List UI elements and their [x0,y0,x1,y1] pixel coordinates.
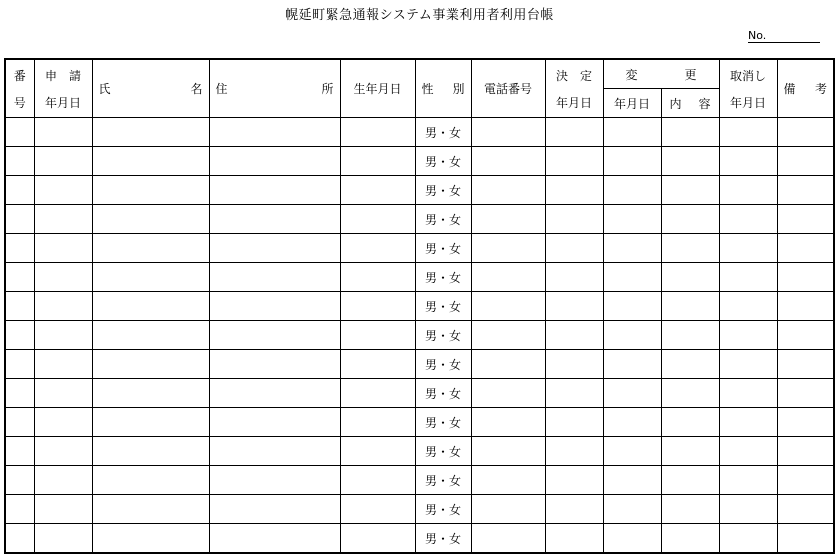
cell-birth-date [340,350,415,379]
cell-birth-date [340,234,415,263]
cell-change-date [603,524,661,554]
header-change [603,59,719,89]
cell-name [92,263,209,292]
cell-cancel-date [719,408,777,437]
cell-birth-date [340,524,415,554]
cell-name [92,292,209,321]
cell-gender: 男・女 [415,350,471,379]
cell-birth-date [340,321,415,350]
cell-name [92,379,209,408]
cell-application-date [34,408,92,437]
cell-phone [471,350,545,379]
header-cancel-date [719,59,777,118]
cell-change-date [603,321,661,350]
table-row [5,408,834,437]
header-address-left: 住 [215,82,228,96]
cell-application-date [34,524,92,554]
header-decision-date-top: 決 定 [555,68,592,83]
cell-cancel-date [719,466,777,495]
cell-phone [471,118,545,147]
cell-remarks [777,234,834,263]
table-row [5,350,834,379]
cell-remarks [777,408,834,437]
cell-birth-date [340,379,415,408]
cell-application-date [34,176,92,205]
cell-name [92,118,209,147]
cell-cancel-date [719,292,777,321]
cell-phone [471,379,545,408]
cell-decision-date [545,292,603,321]
cell-address [209,205,340,234]
cell-application-date [34,118,92,147]
cell-gender: 男・女 [415,147,471,176]
header-application-date-top: 申 請 [44,68,81,83]
cell-decision-date [545,437,603,466]
table-body [5,118,834,554]
cell-name [92,234,209,263]
cell-remarks [777,524,834,554]
cell-name [92,495,209,524]
cell-name [92,437,209,466]
cell-birth-date [340,205,415,234]
cell-cancel-date [719,321,777,350]
header-phone: 電話番号 [471,59,545,118]
cell-birth-date [340,118,415,147]
cell-phone [471,495,545,524]
cell-phone [471,524,545,554]
cell-change-date [603,495,661,524]
cell-name [92,147,209,176]
cell-remarks [777,263,834,292]
cell-decision-date [545,263,603,292]
table-row [5,118,834,147]
header-change-content-right: 容 [698,96,711,111]
cell-gender: 男・女 [415,524,471,554]
cell-number [5,292,34,321]
cell-cancel-date [719,524,777,554]
header-change-content [661,89,719,118]
header-name [92,59,209,118]
header-address [209,59,340,118]
cell-cancel-date [719,379,777,408]
cell-address [209,350,340,379]
cell-cancel-date [719,118,777,147]
cell-birth-date [340,408,415,437]
cell-number [5,321,34,350]
cell-decision-date [545,495,603,524]
cell-number [5,495,34,524]
cell-application-date [34,466,92,495]
cell-remarks [777,118,834,147]
cell-decision-date [545,524,603,554]
cell-change-date [603,118,661,147]
header-name-left: 氏 [98,82,111,96]
cell-remarks [777,205,834,234]
cell-gender: 男・女 [415,437,471,466]
cell-application-date [34,147,92,176]
header-address-right: 所 [321,82,334,96]
cell-address [209,176,340,205]
cell-address [209,379,340,408]
table-row [5,205,834,234]
cell-number [5,466,34,495]
cell-decision-date [545,205,603,234]
cell-application-date [34,321,92,350]
cell-decision-date [545,379,603,408]
cell-change-date [603,292,661,321]
cell-change-content [661,234,719,263]
cell-address [209,263,340,292]
cell-decision-date [545,176,603,205]
cell-name [92,205,209,234]
header-application-date [34,59,92,118]
cell-phone [471,321,545,350]
cell-cancel-date [719,495,777,524]
cell-birth-date [340,147,415,176]
cell-remarks [777,466,834,495]
cell-address [209,147,340,176]
cell-name [92,524,209,554]
cell-change-content [661,263,719,292]
cell-gender: 男・女 [415,495,471,524]
cell-change-date [603,205,661,234]
cell-address [209,437,340,466]
cell-gender: 男・女 [415,321,471,350]
cell-address [209,234,340,263]
cell-remarks [777,437,834,466]
cell-name [92,321,209,350]
cell-decision-date [545,118,603,147]
cell-address [209,292,340,321]
cell-cancel-date [719,350,777,379]
cell-application-date [34,205,92,234]
cell-cancel-date [719,263,777,292]
cell-gender: 男・女 [415,466,471,495]
header-number [5,59,34,118]
cell-change-content [661,118,719,147]
cell-gender: 男・女 [415,234,471,263]
cell-number [5,524,34,554]
cell-change-content [661,205,719,234]
table-row [5,292,834,321]
cell-change-date [603,350,661,379]
cell-gender: 男・女 [415,118,471,147]
cell-change-content [661,437,719,466]
cell-remarks [777,176,834,205]
cell-name [92,350,209,379]
header-cancel-date-top: 取消し [729,68,766,83]
cell-address [209,466,340,495]
header-change-left: 変 [625,67,638,82]
header-remarks [777,59,834,118]
header-gender [415,59,471,118]
cell-change-date [603,263,661,292]
table-row [5,379,834,408]
cell-change-date [603,379,661,408]
cell-address [209,495,340,524]
cell-application-date [34,379,92,408]
cell-gender: 男・女 [415,205,471,234]
cell-change-date [603,437,661,466]
cell-application-date [34,350,92,379]
cell-decision-date [545,147,603,176]
table-row [5,147,834,176]
header-remarks-left: 備 [783,82,796,96]
cell-decision-date [545,466,603,495]
cell-birth-date [340,495,415,524]
cell-number [5,408,34,437]
cell-phone [471,205,545,234]
cell-cancel-date [719,205,777,234]
cell-address [209,524,340,554]
cell-change-content [661,350,719,379]
cell-gender: 男・女 [415,176,471,205]
table-row [5,437,834,466]
header-gender-right: 別 [452,82,465,96]
cell-address [209,118,340,147]
cell-decision-date [545,350,603,379]
cell-decision-date [545,234,603,263]
cell-number [5,147,34,176]
cell-change-content [661,292,719,321]
cell-cancel-date [719,147,777,176]
cell-change-content [661,379,719,408]
cell-decision-date [545,408,603,437]
cell-address [209,321,340,350]
header-decision-date [545,59,603,118]
cell-phone [471,147,545,176]
header-decision-date-bottom: 年月日 [555,95,592,110]
cell-change-date [603,408,661,437]
cell-number [5,234,34,263]
cell-application-date [34,495,92,524]
cell-number [5,350,34,379]
cell-name [92,466,209,495]
cell-name [92,408,209,437]
cell-application-date [34,292,92,321]
cell-phone [471,466,545,495]
cell-change-content [661,408,719,437]
header-cancel-date-bottom: 年月日 [729,95,766,110]
cell-birth-date [340,263,415,292]
cell-application-date [34,234,92,263]
cell-number [5,437,34,466]
cell-cancel-date [719,176,777,205]
table-row [5,524,834,554]
cell-remarks [777,495,834,524]
header-change-right: 更 [684,67,697,82]
table-header [5,59,834,118]
cell-birth-date [340,292,415,321]
cell-decision-date [545,321,603,350]
header-change-content-left: 内 [669,96,682,111]
table-row [5,466,834,495]
cell-change-content [661,176,719,205]
header-name-right: 名 [190,82,203,96]
document-title: 幌延町緊急通報システム事業利用者利用台帳 [285,8,554,23]
document-number-field: No. [748,29,820,43]
cell-number [5,118,34,147]
cell-change-content [661,321,719,350]
cell-application-date [34,437,92,466]
table-row [5,176,834,205]
header-change-date: 年月日 [603,89,661,118]
table-row [5,495,834,524]
cell-remarks [777,379,834,408]
header-number-top: 番 [13,68,26,83]
table-row [5,321,834,350]
cell-gender: 男・女 [415,379,471,408]
cell-remarks [777,321,834,350]
cell-remarks [777,292,834,321]
cell-remarks [777,350,834,379]
header-number-bottom: 号 [13,95,26,110]
cell-remarks [777,147,834,176]
cell-change-content [661,466,719,495]
header-remarks-right: 考 [814,82,827,96]
cell-number [5,205,34,234]
cell-phone [471,263,545,292]
cell-phone [471,292,545,321]
cell-change-content [661,147,719,176]
cell-change-content [661,524,719,554]
cell-number [5,263,34,292]
header-application-date-bottom: 年月日 [44,95,81,110]
cell-gender: 男・女 [415,408,471,437]
cell-phone [471,408,545,437]
cell-number [5,379,34,408]
cell-change-content [661,495,719,524]
cell-number [5,176,34,205]
cell-birth-date [340,466,415,495]
cell-gender: 男・女 [415,292,471,321]
cell-application-date [34,263,92,292]
cell-birth-date [340,437,415,466]
cell-birth-date [340,176,415,205]
cell-change-date [603,176,661,205]
cell-cancel-date [719,234,777,263]
cell-address [209,408,340,437]
table-row [5,263,834,292]
cell-name [92,176,209,205]
cell-phone [471,176,545,205]
header-gender-left: 性 [421,82,434,96]
header-birth-date: 生年月日 [340,59,415,118]
cell-cancel-date [719,437,777,466]
cell-change-date [603,466,661,495]
table-row [5,234,834,263]
cell-phone [471,437,545,466]
user-register-table [4,58,835,554]
cell-gender: 男・女 [415,263,471,292]
cell-change-date [603,147,661,176]
cell-phone [471,234,545,263]
cell-change-date [603,234,661,263]
